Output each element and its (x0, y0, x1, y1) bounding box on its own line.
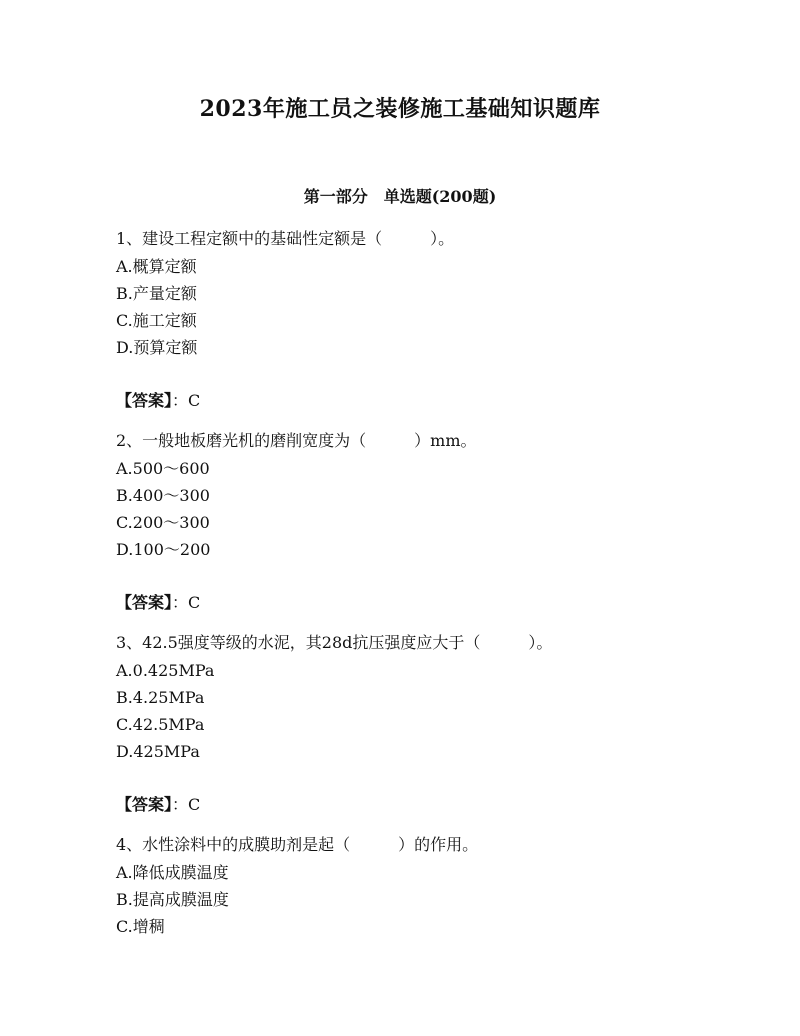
option-b: B.产量定额 (116, 284, 197, 303)
page-title: 2023年施工员之装修施工基础知识题库 (199, 96, 601, 122)
question-stem: 4、水性涂料中的成膜助剂是起（ ）的作用。 (116, 835, 479, 854)
question-stem: 1、建设工程定额中的基础性定额是（ ）。 (116, 229, 455, 248)
question-stem: 3、42.5强度等级的水泥，其28d抗压强度应大于（ ）。 (116, 633, 553, 652)
option-c: C.施工定额 (116, 311, 197, 330)
option-a: A.0.425MPa (116, 661, 215, 680)
question-1 (116, 225, 716, 415)
answer-line (116, 791, 716, 819)
option-b: B.提高成膜温度 (116, 890, 229, 909)
option-c: C.增稠 (116, 917, 165, 936)
answer-label: 【答案】 (116, 593, 173, 612)
question-list (116, 225, 716, 940)
option-d: D.425MPa (116, 742, 200, 761)
answer-value: ：C (172, 795, 201, 814)
question-4 (116, 831, 716, 940)
answer-line (116, 589, 716, 617)
option-c: C.200～300 (116, 513, 210, 532)
question-stem: 2、一般地板磨光机的磨削宽度为（ ）mm。 (116, 431, 477, 450)
answer-label: 【答案】 (116, 391, 173, 410)
option-b: B.4.25MPa (116, 688, 205, 707)
option-a: A.500～600 (116, 459, 210, 478)
answer-line (116, 387, 716, 415)
answer-label: 【答案】 (116, 795, 173, 814)
question-2 (116, 427, 716, 617)
question-3 (116, 629, 716, 819)
section-title: 第一部分 单选题(200题) (303, 187, 497, 206)
answer-value: ：C (172, 391, 201, 410)
option-b: B.400～300 (116, 486, 210, 505)
option-a: A.降低成膜温度 (116, 863, 229, 882)
option-d: D.预算定额 (116, 338, 198, 357)
option-c: C.42.5MPa (116, 715, 205, 734)
answer-value: ：C (172, 593, 201, 612)
option-d: D.100～200 (116, 540, 211, 559)
option-a: A.概算定额 (116, 257, 197, 276)
